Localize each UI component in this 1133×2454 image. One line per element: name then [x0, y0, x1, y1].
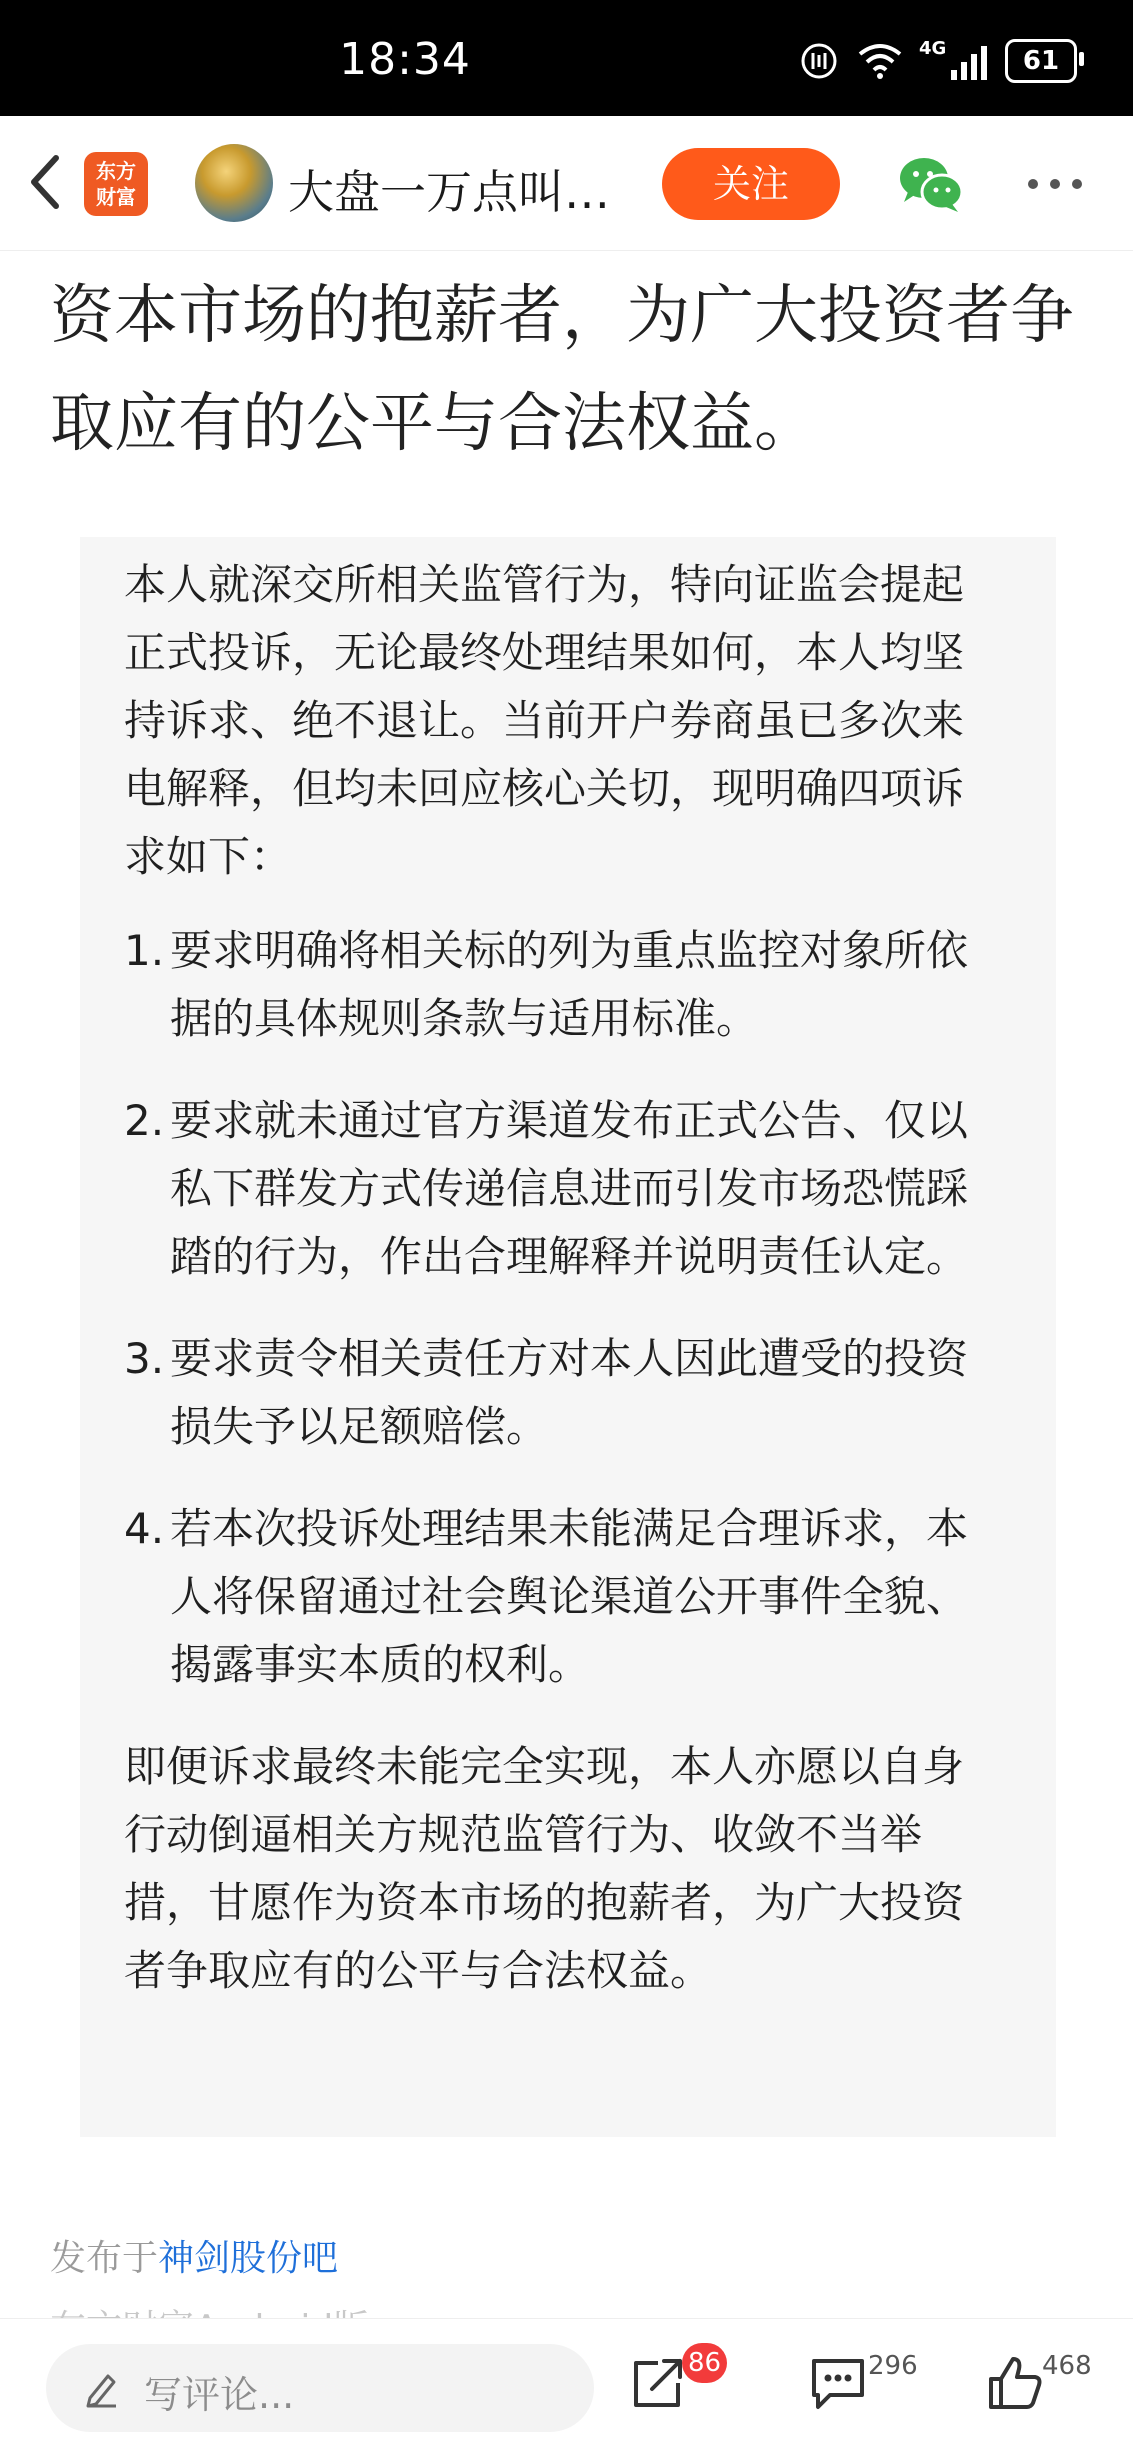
- demand-number: 3.: [124, 1334, 165, 1383]
- status-time: 18:34: [339, 34, 471, 85]
- app-logo-text: 东方财富: [96, 159, 136, 209]
- published-prefix: 发布于: [50, 2238, 159, 2279]
- battery-level: 61: [1022, 46, 1060, 76]
- article-lead-text: 资本市场的抱薪者，为广大投资者争取应有的公平与合法权益。: [50, 279, 1074, 461]
- follow-button[interactable]: 关注: [662, 148, 840, 220]
- demand-number: 1.: [124, 926, 165, 975]
- demand-item: [124, 1325, 978, 1461]
- network-type: 4G: [919, 38, 947, 59]
- demand-item: [124, 917, 978, 1053]
- signal-icon: [919, 38, 987, 80]
- wifi-icon: [857, 42, 903, 80]
- comment-count: 296: [868, 2351, 918, 2381]
- author-name[interactable]: 大盘一万点叫…: [288, 165, 610, 219]
- demand-text: 若本次投诉处理结果未能满足合理诉求，本人将保留通过社会舆论渠道公开事件全貌、揭露事实本质的权利。: [170, 1504, 969, 1689]
- statement-closing: 即便诉求最终未能完全实现，本人亦愿以自身行动倒逼相关方规范监管行为、收敛不当举措，甘愿作为资本市场的抱薪者，为广大投资者争取应有的公平与合法权益。: [124, 1742, 965, 1995]
- demand-text: 要求责令相关责任方对本人因此遭受的投资损失予以足额赔偿。: [170, 1334, 969, 1451]
- demand-item: [124, 1495, 978, 1699]
- quoted-statement: [80, 537, 1056, 2137]
- demand-number: 4.: [124, 1504, 165, 1553]
- app-logo[interactable]: [84, 152, 148, 216]
- statement-intro: 本人就深交所相关监管行为，特向证监会提起正式投诉，无论最终处理结果如何，本人均坚持诉求、绝不退让。当前开户券商虽已多次来电解释，但均未回应核心关切，现明确四项诉求如下：: [124, 560, 965, 881]
- battery-icon: [1005, 39, 1077, 83]
- share-icon[interactable]: [628, 2353, 688, 2413]
- bottom-action-bar: [0, 2318, 1133, 2454]
- like-icon[interactable]: [985, 2353, 1045, 2413]
- avatar[interactable]: [195, 144, 273, 222]
- back-icon[interactable]: [22, 152, 70, 212]
- demand-item: [124, 1087, 978, 1291]
- more-icon[interactable]: [1025, 176, 1085, 192]
- comment-icon[interactable]: [808, 2355, 868, 2411]
- status-bar: [0, 0, 1133, 116]
- like-count: 468: [1042, 2351, 1092, 2381]
- comment-input[interactable]: [46, 2344, 594, 2432]
- published-in: [50, 2230, 338, 2281]
- post-header: [0, 116, 1133, 251]
- demands-list: [124, 917, 978, 1699]
- demand-number: 2.: [124, 1096, 165, 1145]
- forum-link[interactable]: 神剑股份吧: [158, 2238, 339, 2279]
- status-icons: [799, 36, 1077, 86]
- demand-text: 要求明确将相关标的列为重点监控对象所依据的具体规则条款与适用标准。: [170, 926, 969, 1043]
- pen-icon: [82, 2368, 122, 2408]
- nfc-icon: [799, 41, 839, 81]
- comment-placeholder: 写评论...: [144, 2373, 295, 2417]
- share-badge: 86: [682, 2343, 727, 2383]
- wechat-icon[interactable]: [898, 154, 964, 214]
- demand-text: 要求就未通过官方渠道发布正式公告、仅以私下群发方式传递信息进而引发市场恐慌踩踏的行为，作出合理解释并说明责任认定。: [170, 1096, 969, 1281]
